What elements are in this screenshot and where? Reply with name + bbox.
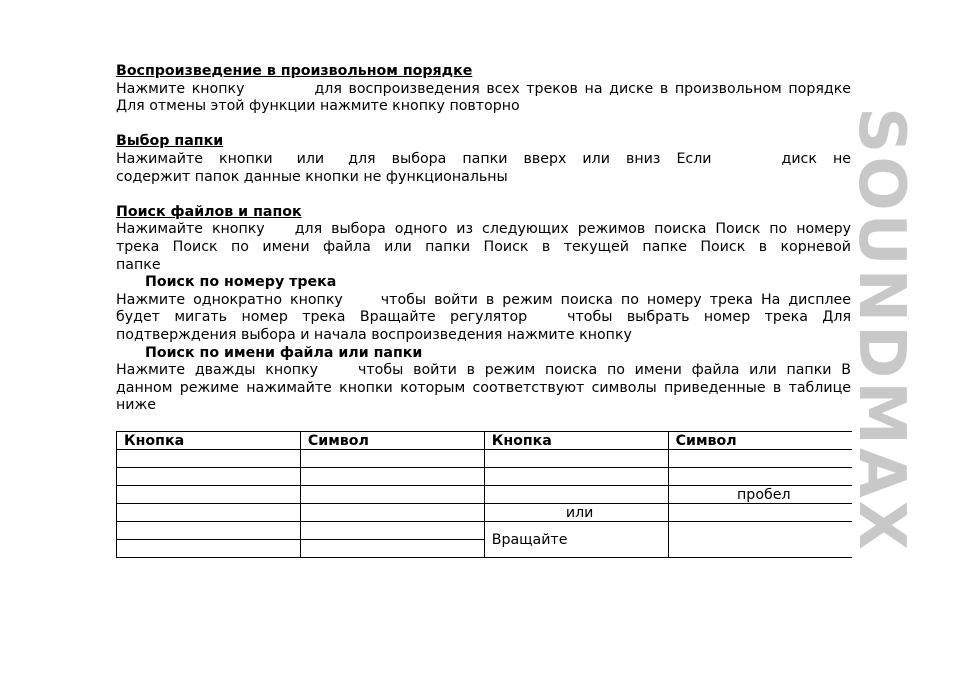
track-search-line2: будет мигать номер трека Вращайте регулятор чтобы выбрать номер трека Для <box>116 309 851 326</box>
folder-text-line1: Нажимайте кнопки или для выбора папки вверх или вниз Если диск не <box>116 150 851 167</box>
table-header-symbol-2: Символ <box>668 432 852 450</box>
shuffle-text-line1: Нажмите кнопку для воспроизведения всех треков на диске в произвольном порядке <box>116 80 851 97</box>
search-text-line2: трека Поиск по имени файла или папки Поиск в текущей папке Поиск в корневой <box>116 238 851 255</box>
subheading-name-search: Поиск по имени файла или папки <box>145 344 423 361</box>
search-text-line3: папке <box>116 256 161 273</box>
name-search-line1: Нажмите дважды кнопку чтобы войти в режим поиска по имени файла или папки В <box>116 362 851 379</box>
section-heading-shuffle: Воспроизведение в произвольном порядке <box>116 63 473 79</box>
table-header-row <box>117 432 853 450</box>
table-row <box>117 468 853 486</box>
table-row <box>117 522 853 540</box>
space-symbol-cell: пробел <box>668 486 852 504</box>
table-row <box>117 450 853 468</box>
folder-text-line2: содержит папок данные кнопки не функциональны <box>116 168 508 185</box>
section-heading-search: Поиск файлов и папок <box>116 203 302 220</box>
subheading-track-search: Поиск по номеру трека <box>145 274 337 291</box>
section-heading-folder: Выбор папки <box>116 133 224 150</box>
search-text-line1: Нажимайте кнопку для выбора одного из следующих режимов поиска Поиск по номеру <box>116 221 851 238</box>
rotate-cell: Вращайте <box>484 522 668 558</box>
name-search-line2: данном режиме нажимайте кнопки которым соответствуют символы приведенные в таблице <box>116 379 851 396</box>
table-row <box>117 504 853 522</box>
brand-watermark: SOUNDMAX <box>843 107 918 553</box>
or-cell: или <box>484 504 668 522</box>
table-row <box>117 486 853 504</box>
track-search-line3: подтверждения выбора и начала воспроизведения нажмите кнопку <box>116 326 632 343</box>
table-header-symbol-1: Символ <box>300 432 484 450</box>
shuffle-text-line2: Для отмены этой функции нажмите кнопку повторно <box>116 98 520 115</box>
track-search-line1: Нажмите однократно кнопку чтобы войти в режим поиска по номеру трека На дисплее <box>116 291 851 308</box>
name-search-line3: ниже <box>116 397 157 414</box>
table-header-button-1: Кнопка <box>117 432 301 450</box>
symbol-table <box>116 431 852 558</box>
table-header-button-2: Кнопка <box>484 432 668 450</box>
manual-page-content <box>116 63 851 415</box>
